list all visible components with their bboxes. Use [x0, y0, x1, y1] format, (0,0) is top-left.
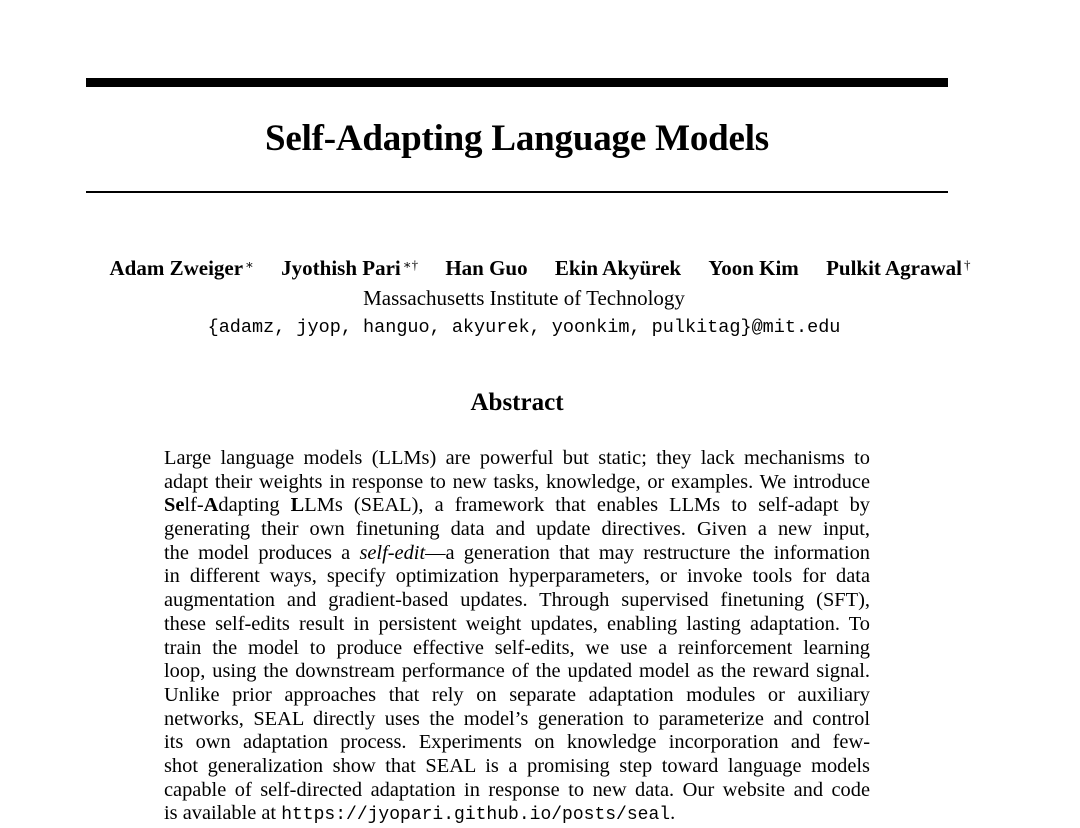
author-mark: ∗†	[402, 257, 419, 272]
author-emails: {adamz, jyop, hanguo, akyurek, yoonkim, pulkitag}@mit.edu	[207, 317, 841, 338]
title-bottom-rule	[86, 191, 948, 193]
author-adam-zweiger	[109, 254, 253, 282]
author-ekin-akyurek	[555, 254, 681, 282]
paper-title: Self-Adapting Language Models	[264, 118, 770, 159]
author-pulkit-agrawal	[826, 254, 970, 282]
author-name: Yoon Kim	[708, 256, 799, 280]
author-han-guo	[445, 254, 527, 282]
self-edit-term: self-edit	[359, 541, 426, 564]
abstract-line: train the model to produce effective self-edits, we use a reinforcement learning	[164, 636, 870, 659]
author-yoon-kim	[708, 254, 798, 282]
abstract-line: adapt their weights in response to new tasks, knowledge, or examples. We introduce	[164, 470, 870, 493]
abstract-line	[164, 494, 870, 518]
author-mark: †	[964, 257, 971, 272]
author-name: Han Guo	[445, 256, 528, 280]
author-mark: ∗	[245, 257, 254, 272]
abstract-text: is available at	[164, 802, 282, 825]
abstract-line: generating their own finetuning data and update directives. Given a new input,	[164, 518, 870, 541]
title-top-rule	[86, 78, 948, 87]
abstract-line: capable of self-directed adaptation in response to new data. Our website and code	[164, 778, 870, 801]
abstract-line: shot generalization show that SEAL is a promising step toward language models	[164, 754, 870, 777]
abstract-text: —a generation that may restructure the information	[425, 541, 870, 564]
abstract-body	[164, 447, 870, 826]
abstract-line: these self-edits result in persistent weight updates, enabling lasting adaptation. To	[164, 612, 870, 635]
abstract-heading: Abstract	[470, 389, 564, 416]
abstract-line: its own adaptation process. Experiments on knowledge incorporation and few-	[164, 731, 870, 754]
abstract-text: lf-	[184, 494, 204, 517]
abstract-text: .	[670, 802, 676, 825]
abstract-line: in different ways, specify optimization hyperparameters, or invoke tools for data	[164, 565, 870, 588]
affiliation: Massachusetts Institute of Technology	[363, 286, 685, 310]
author-name: Pulkit Agrawal	[826, 256, 962, 280]
abstract-line	[164, 802, 870, 826]
abstract-line: augmentation and gradient-based updates. Through supervised finetuning (SFT),	[164, 589, 870, 612]
abstract-line: Unlike prior approaches that rely on separate adaptation modules or auxiliary	[164, 683, 870, 706]
seal-acronym-letters: A	[203, 494, 219, 517]
abstract-line: networks, SEAL directly uses the model’s generation to parameterize and control	[164, 707, 870, 730]
abstract-line: Large language models (LLMs) are powerful but static; they lack mechanisms to	[164, 447, 870, 469]
author-name: Jyothish Pari	[281, 256, 401, 280]
abstract-line: loop, using the downstream performance of the updated model as the reward signal.	[164, 660, 870, 683]
abstract-text: the model produces a	[164, 541, 360, 564]
abstract-text: dapting	[218, 494, 291, 517]
author-name: Adam Zweiger	[109, 256, 244, 280]
seal-acronym-letters: L	[290, 494, 305, 517]
abstract-text: LMs (SEAL), a framework that enables LLMs to self-adapt by	[304, 494, 870, 517]
author-jyothish-pari	[281, 254, 418, 282]
abstract-line	[164, 542, 870, 566]
project-website-link[interactable]: https://jyopari.github.io/posts/seal	[281, 805, 671, 826]
seal-acronym-letters: Se	[164, 494, 185, 517]
author-name: Ekin Akyürek	[554, 256, 682, 280]
author-list	[60, 254, 1020, 282]
